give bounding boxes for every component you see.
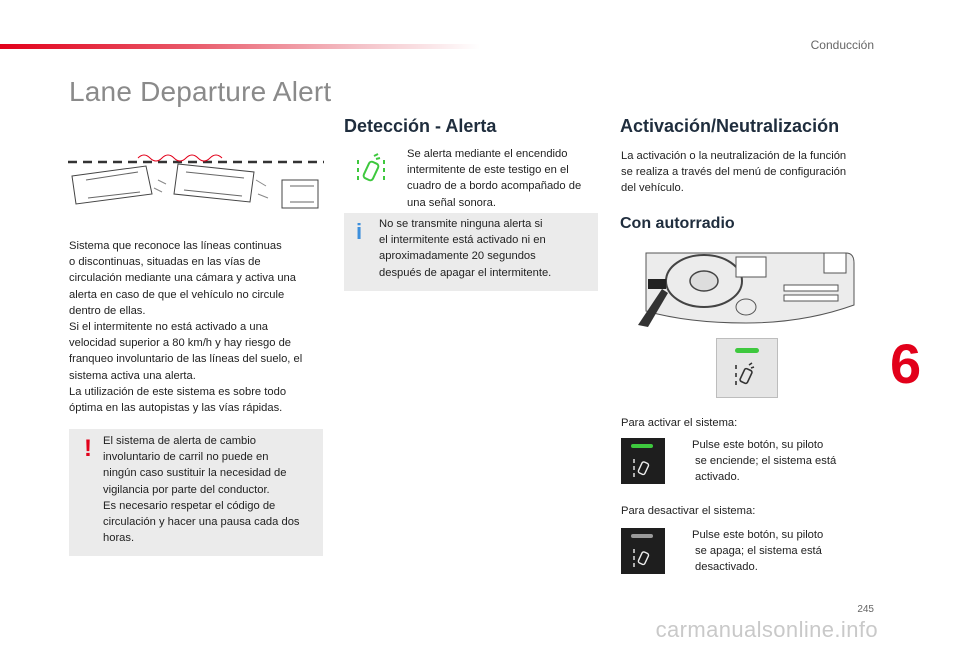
warning-icon: ! xyxy=(84,435,92,462)
info-text: No se transmite ninguna alerta si el intermitente está activado ni en aproximadamente 20 segundos después de apagar el intermitente. xyxy=(379,218,552,279)
led-off xyxy=(631,534,653,538)
deactivate-label: Para desactivar el sistema: xyxy=(621,505,756,517)
lane-icon xyxy=(733,361,761,394)
watermark: carmanualsonline.info xyxy=(655,617,878,642)
led-on xyxy=(631,444,653,448)
info-box xyxy=(344,213,598,291)
lane-icon xyxy=(632,546,656,575)
activate-button[interactable] xyxy=(621,438,665,484)
lane-button-closeup xyxy=(716,338,778,398)
lane-warning-lamp-icon xyxy=(352,150,392,195)
alert-description: Se alerta mediante el encendido intermitente de este testigo en el cuadro de a bordo acompañado de una señal sonora. xyxy=(407,148,582,209)
lane-icon xyxy=(632,456,656,485)
system-description: Sistema que reconoce las líneas continuas o discontinuas, situadas en las vías de circulación mediante una cámara y activa una alerta en caso de que el vehículo no circule dentro de ellas. Si el intermitente no está activado a una velocidad superior a 80 km/h y hay riesgo de franqueo involuntario de las líneas del suelo, el sistema activa una alerta. La utilización de este sistema es sobre todo óptima en las autopistas y las vías rápidas. xyxy=(69,240,303,415)
section-label: Conducción xyxy=(810,38,874,52)
autoradio-heading: Con autorradio xyxy=(620,215,735,232)
header-accent-bar xyxy=(0,44,480,49)
activate-step: Pulse este botón, su piloto se enciende; el sistema está activado. xyxy=(692,439,837,484)
activate-label: Para activar el sistema: xyxy=(621,417,738,429)
detection-heading: Detección - Alerta xyxy=(344,116,497,136)
led-indicator-on xyxy=(735,348,759,353)
warning-text: El sistema de alerta de cambio involuntario de carril no puede en ningún caso sustituir la necesidad de vigilancia por parte del conductor. Es necesario respetar el código de circulación y hacer una pausa cada dos horas. xyxy=(103,435,300,545)
warning-box xyxy=(69,429,323,556)
deactivate-button[interactable] xyxy=(621,528,665,574)
lane-departure-illustration xyxy=(68,150,324,212)
activation-heading: Activación/Neutralización xyxy=(620,116,840,136)
page-number: 245 xyxy=(857,604,874,615)
chapter-number: 6 xyxy=(890,332,922,395)
page-title: Lane Departure Alert xyxy=(69,76,332,107)
deactivate-step: Pulse este botón, su piloto se apaga; el sistema está desactivado. xyxy=(692,529,824,574)
dashboard-illustration xyxy=(634,247,858,334)
info-icon: i xyxy=(356,219,363,244)
activation-intro: La activación o la neutralización de la función se realiza a través del menú de configuración del vehículo. xyxy=(621,150,847,195)
